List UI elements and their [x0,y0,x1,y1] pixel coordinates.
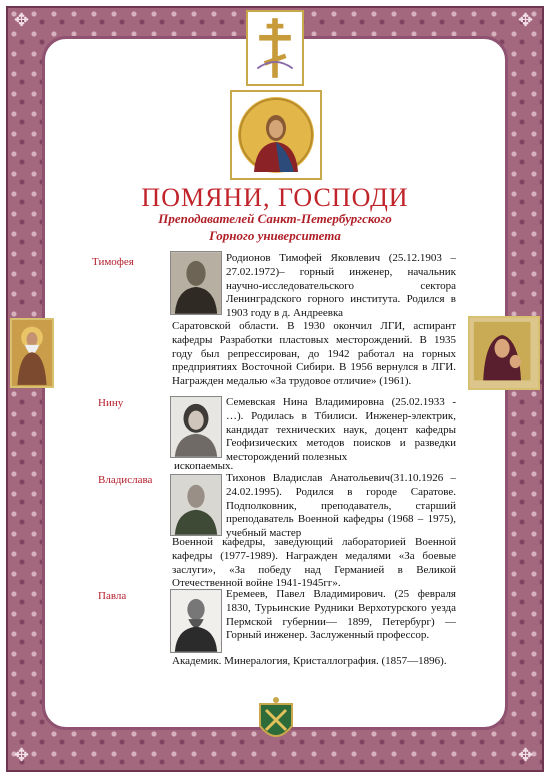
entry-bio: Тихонов Владислав Анатольевич(31.10.1926 – 24.02.1995). Родился в городе Саратове. Подполковник, преподаватель, старший преподаватель Военной кафедры (1968 – 1975), учебный мастер [226,472,456,540]
portrait-photo [170,396,222,458]
entry-bio-continued: ископаемых. [174,460,234,472]
mining-emblem-icon [254,696,298,748]
christ-icon [230,90,322,180]
entry-bio: Еремеев, Павел Владимирович. (25 февраля 1830, Турьинские Рудники Верхотурского уезда Пермской губернии— 1899, Петербург) —Горный инженер. Заслуженный профессор. [226,588,456,642]
entry-bio: Семевская Нина Владимировна (25.02.1933 - …). Родилась в Тбилиси. Инженер-электрик, кандидат технических наук, доцент кафедры Геофизических методов поисков и разведки месторождений полезных [226,396,456,464]
corner-ornament-icon: ✥ [518,745,534,765]
page-subtitle [80,210,470,244]
corner-ornament-icon: ✥ [14,745,30,765]
corner-ornament-icon: ✥ [14,10,30,30]
portrait-photo [170,474,222,536]
entry-bio-continued: Военной кафедры, заведующий лабораторией Военной кафедры (1977-1989). Награжден медалями «За боевые заслуги», «За победу над Германией в Великой Отечественной войне 1941-1945гг». [172,536,456,590]
entry-name: Тимофея [92,256,134,268]
portrait-photo [170,589,222,653]
orthodox-cross-icon [246,10,304,86]
entry-name: Владислава [98,474,153,486]
entry-bio-continued: Академик. Минералогия, Кристаллография. (1857—1896). [172,655,447,667]
entry-bio-continued: Саратовской области. В 1930 окончил ЛГИ, аспирант кафедры Разработки пластовых месторождений. В 1935 году был репрессирован, до 1942 работал на горных предприятиях Восточной Сибири. В 1956 вернулся в ЛГИ. Награжден медалью «За трудовое отличие» (1961). [172,320,456,388]
portrait-photo [170,251,222,315]
subtitle-line: Горного университета [209,228,341,243]
entry-name: Нину [98,397,124,409]
entry-name: Павла [98,590,127,602]
saint-icon [10,318,54,388]
entry-bio: Родионов Тимофей Яковлевич (25.12.1903 – 27.02.1972)– горный инженер, начальник научно-исследовательского сектора Ленинградского горного института. Родился в 1903 году в д. Андреевка [226,252,456,320]
corner-ornament-icon: ✥ [518,10,534,30]
subtitle-line: Преподавателей Санкт-Петербургского [158,211,392,226]
theotokos-icon [468,316,540,390]
page-title: ПОМЯНИ, ГОСПОДИ [141,183,409,212]
